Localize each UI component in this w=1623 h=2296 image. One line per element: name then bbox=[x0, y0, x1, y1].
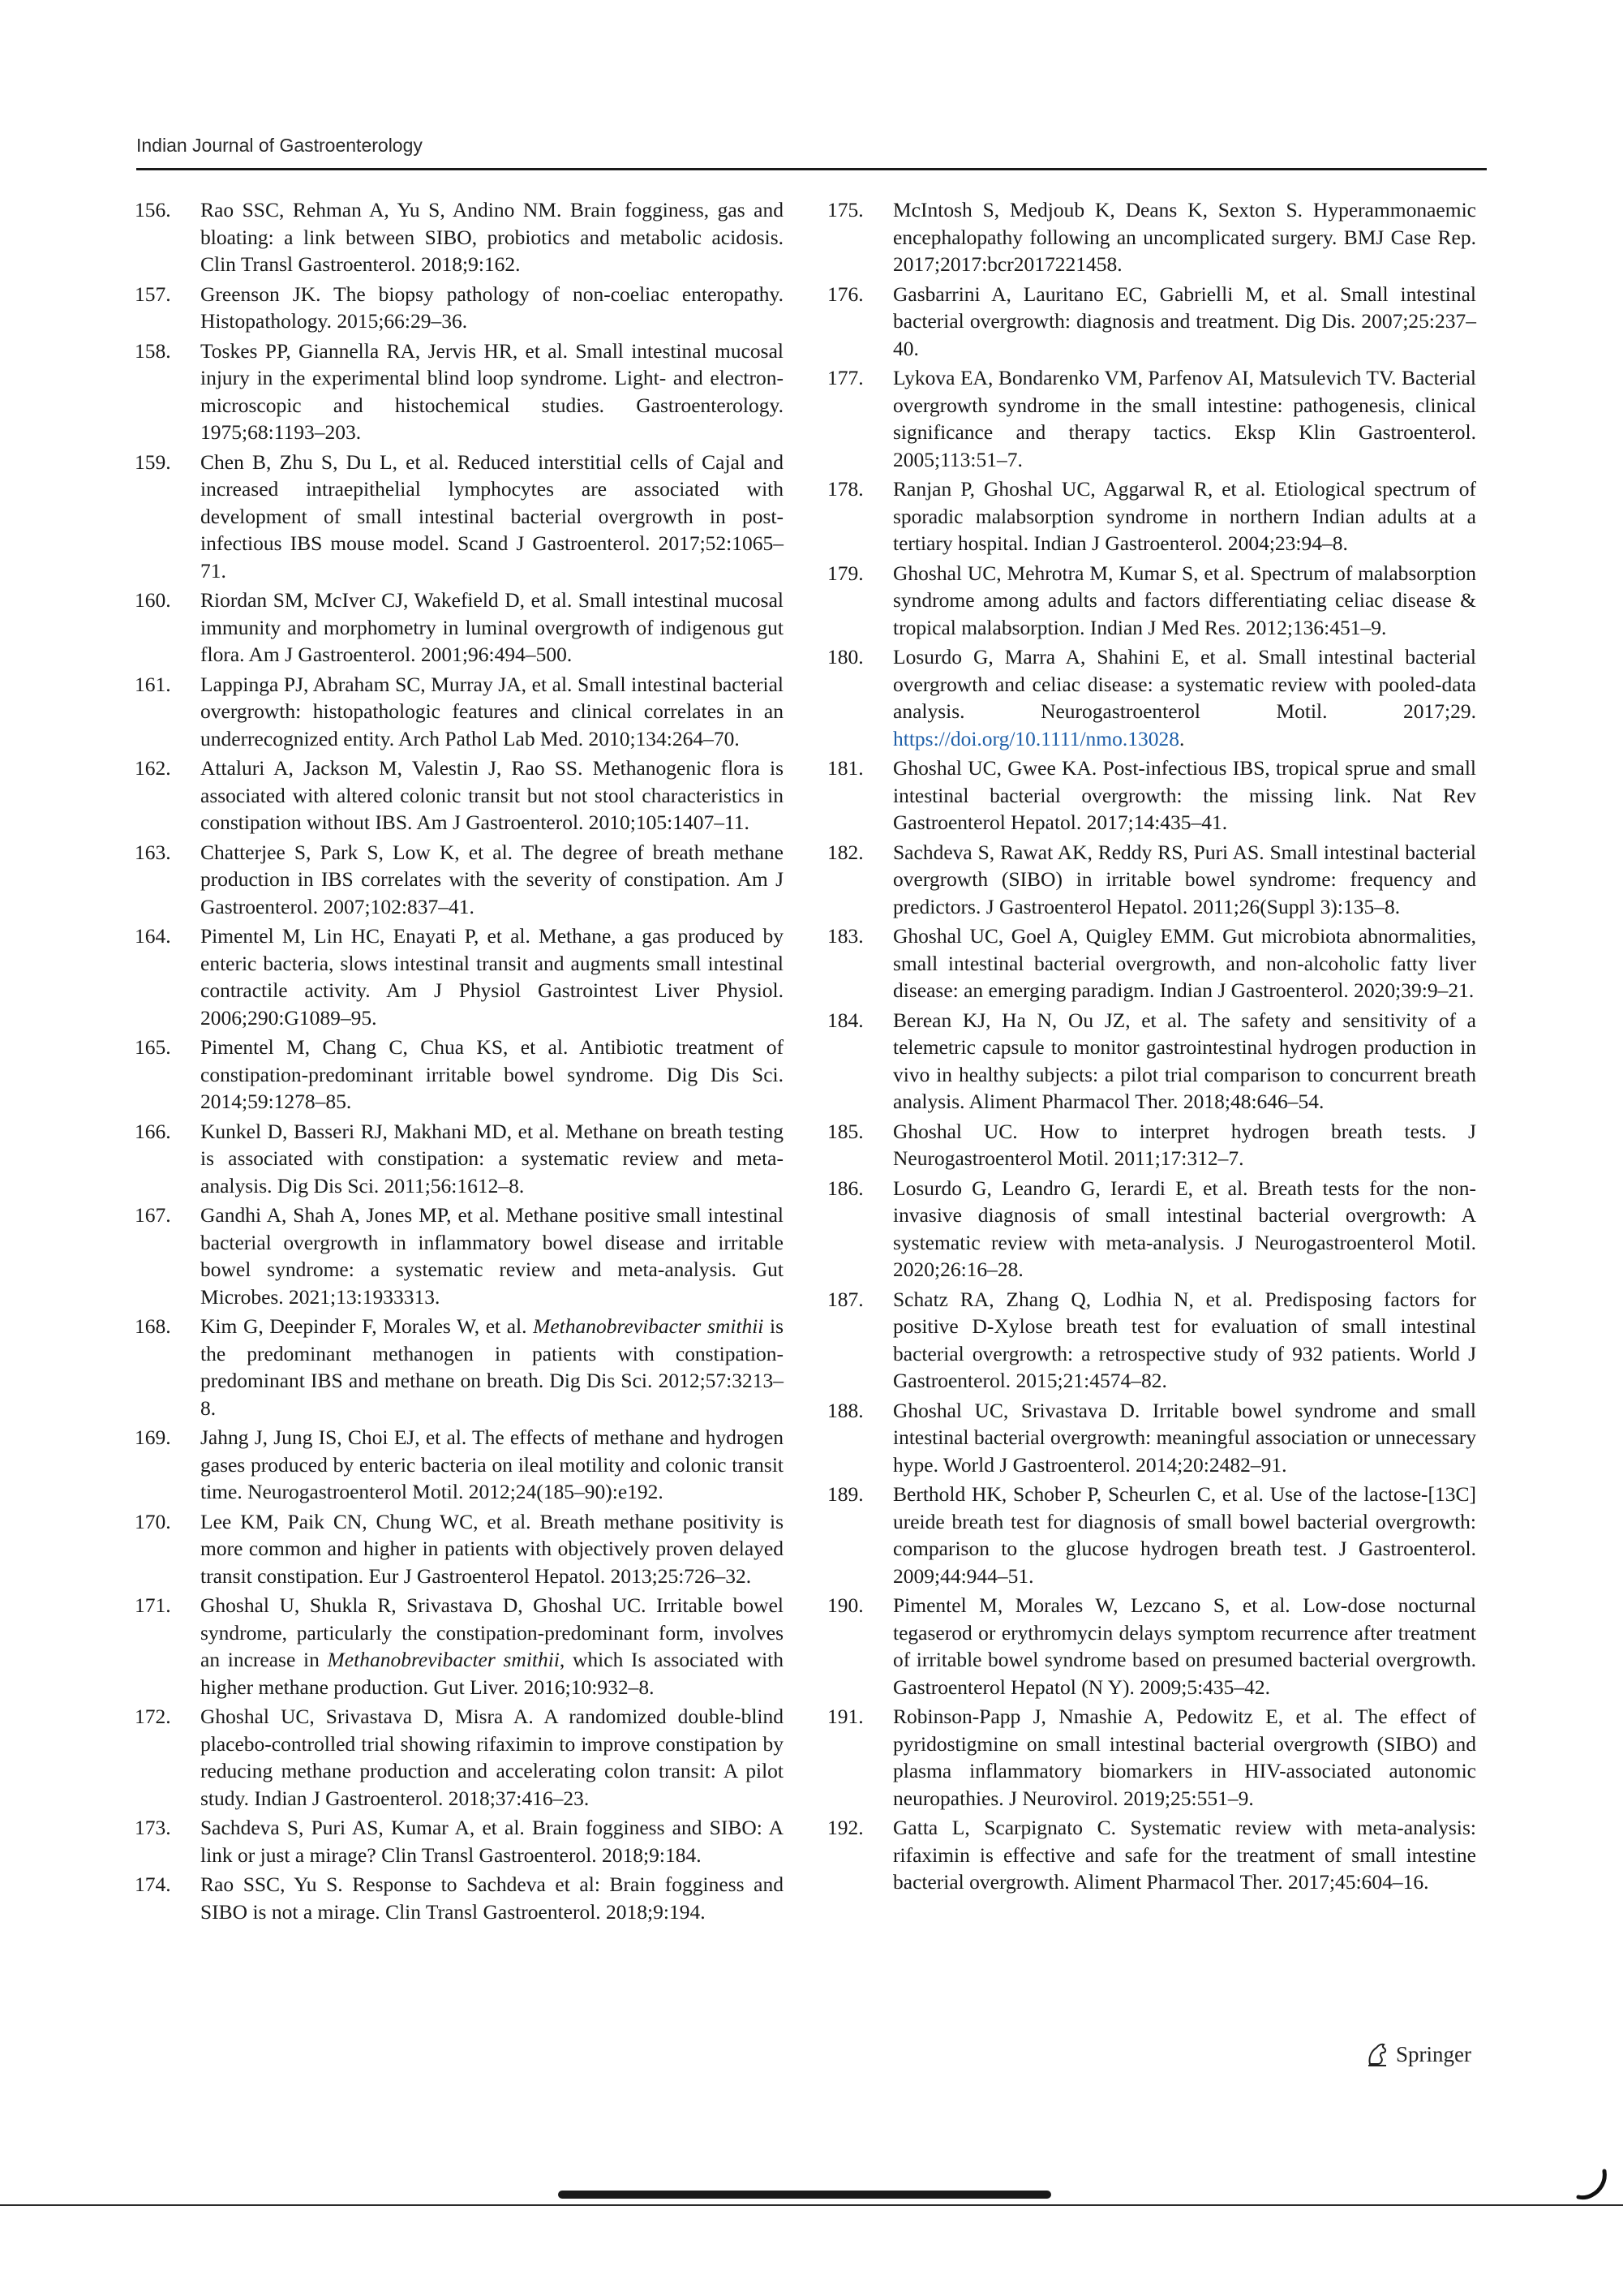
reference-text: Attaluri A, Jackson M, Valestin J, Rao SS. Methanogenic flora is associated with altered colonic transit but not stool characteristics in constipation without IBS. Am J Gastroenterol. 2010;105:1407–11. bbox=[200, 756, 784, 834]
reference-text: Lee KM, Paik CN, Chung WC, et al. Breath methane positivity is more common and higher in patients with objectively proven delayed transit constipation. Eur J Gastroenterol Hepatol. 2013;25:726–32. bbox=[200, 1509, 784, 1588]
reference-number: 166. bbox=[135, 1119, 171, 1143]
reference-number: 173. bbox=[135, 1816, 171, 1839]
reference-text: McIntosh S, Medjoub K, Deans K, Sexton S. Hyperammonaemic encephalopathy following an uncomplicated surgery. BMJ Case Rep. 2017;2017:bcr2017221458. bbox=[893, 198, 1476, 276]
reference-text: Sachdeva S, Rawat AK, Reddy RS, Puri AS. Small intestinal bacterial overgrowth (SIBO) in irritable bowel syndrome: frequency and predictors. J Gastroenterol Hepatol. 2011;26(Suppl 3):135–8. bbox=[893, 840, 1476, 918]
reference-item bbox=[135, 587, 784, 669]
reference-number: 174. bbox=[135, 1872, 171, 1896]
reference-item bbox=[827, 839, 1476, 921]
reference-item bbox=[135, 1592, 784, 1701]
reference-number: 180. bbox=[827, 645, 864, 669]
reference-text: Riordan SM, McIver CJ, Wakefield D, et al. Small intestinal mucosal immunity and morphometry in luminal overgrowth of indigenous gut flora. Am J Gastroenterol. 2001;96:494–500. bbox=[200, 588, 784, 666]
reference-column-right bbox=[827, 196, 1476, 1898]
reference-text: Sachdeva S, Puri AS, Kumar A, et al. Brain fogginess and SIBO: A link or just a mirage? Clin Transl Gastroenterol. 2018;9:184. bbox=[200, 1816, 784, 1867]
reference-text-part: Losurdo G, Marra A, Shahini E, et al. Small intestinal bacterial overgrowth and celiac disease: a systematic review with pooled-data analysis. Neurogastroenterol Motil. 2017;29. bbox=[893, 645, 1476, 723]
reference-item bbox=[135, 671, 784, 753]
reference-text bbox=[200, 1592, 784, 1701]
reference-number: 175. bbox=[827, 198, 864, 221]
reference-item bbox=[827, 196, 1476, 278]
species-name: Methanobrevibacter smithii bbox=[533, 1314, 764, 1338]
reference-text: Ranjan P, Ghoshal UC, Aggarwal R, et al. Etiological spectrum of sporadic malabsorption syndrome in northern Indian adults at a tertiary hospital. Indian J Gastroenterol. 2004;23:94–8. bbox=[893, 477, 1476, 555]
reference-text bbox=[893, 643, 1476, 752]
reference-number: 185. bbox=[827, 1119, 864, 1143]
reference-number: 158. bbox=[135, 338, 171, 363]
reference-number: 191. bbox=[827, 1705, 864, 1728]
reference-number: 182. bbox=[827, 840, 864, 864]
reference-text-part: . bbox=[1179, 726, 1185, 750]
reference-text: Rao SSC, Yu S. Response to Sachdeva et al: Brain fogginess and SIBO is not a mirage. Clin Transl Gastroenterol. 2018;9:194. bbox=[200, 1872, 784, 1924]
reference-item bbox=[827, 1118, 1476, 1172]
doi-link[interactable]: https://doi.org/10.1111/nmo.13028 bbox=[893, 726, 1180, 750]
reference-item bbox=[135, 1202, 784, 1310]
reference-item bbox=[827, 1007, 1476, 1116]
reference-number: 183. bbox=[827, 924, 864, 948]
reference-number: 165. bbox=[135, 1035, 171, 1059]
reference-number: 190. bbox=[827, 1593, 864, 1617]
reference-text: Ghoshal UC, Srivastava D. Irritable bowel syndrome and small intestinal bacterial overgrowth: meaningful association or unnecessary hype. World J Gastroenterol. 2014;20:2482–91. bbox=[893, 1398, 1476, 1477]
reference-number: 156. bbox=[135, 198, 171, 221]
reference-item bbox=[135, 1814, 784, 1868]
reference-text: Jahng J, Jung IS, Choi EJ, et al. The effects of methane and hydrogen gases produced by enteric bacteria on ileal motility and colonic transit time. Neurogastroenterol Motil. 2012;24(185–90):e192. bbox=[200, 1425, 784, 1503]
publisher-logo bbox=[1365, 2041, 1471, 2067]
reference-number: 192. bbox=[827, 1816, 864, 1839]
reference-item bbox=[135, 1034, 784, 1116]
reference-text bbox=[200, 1313, 784, 1421]
horizontal-scrollbar[interactable] bbox=[558, 2191, 1051, 2199]
reference-text: Gatta L, Scarpignato C. Systematic review with meta-analysis: rifaximin is effective and safe for the treatment of small intestine bacterial overgrowth. Aliment Pharmacol Ther. 2017;45:604–16. bbox=[893, 1816, 1476, 1894]
reference-number: 163. bbox=[135, 840, 171, 864]
reference-text: Ghoshal UC, Gwee KA. Post-infectious IBS, tropical sprue and small intestinal bacterial overgrowth: the missing link. Nat Rev Gastroenterol Hepatol. 2017;14:435–41. bbox=[893, 756, 1476, 834]
reference-text: Greenson JK. The biopsy pathology of non-coeliac enteropathy. Histopathology. 2015;66:29–36. bbox=[200, 282, 784, 333]
reference-item bbox=[827, 1397, 1476, 1479]
reference-column-left bbox=[135, 196, 784, 1928]
reference-item bbox=[135, 1703, 784, 1812]
reference-number: 172. bbox=[135, 1705, 171, 1728]
reference-item bbox=[827, 922, 1476, 1004]
header-divider bbox=[136, 168, 1487, 170]
reference-item bbox=[827, 1286, 1476, 1395]
reference-text: Losurdo G, Leandro G, Ierardi E, et al. Breath tests for the non-invasive diagnosis of small intestinal bacterial overgrowth: A systematic review with meta-analysis. J Neurogastroenterol Motil. 2020;26:16–28. bbox=[893, 1176, 1476, 1281]
reference-text: Ghoshal UC, Goel A, Quigley EMM. Gut microbiota abnormalities, small intestinal bacterial overgrowth, and non-alcoholic fatty liver disease: an emerging paradigm. Indian J Gastroenterol. 2020;39:9–21. bbox=[893, 924, 1476, 1002]
journal-header: Indian Journal of Gastroenterology bbox=[136, 135, 423, 156]
reference-item bbox=[827, 1175, 1476, 1283]
reference-item bbox=[827, 1592, 1476, 1701]
reference-number: 161. bbox=[135, 672, 171, 696]
reference-text: Pimentel M, Chang C, Chua KS, et al. Antibiotic treatment of constipation-predominant irritable bowel syndrome. Dig Dis Sci. 2014;59:1278–85. bbox=[200, 1035, 784, 1113]
reference-item bbox=[827, 755, 1476, 836]
reference-number: 160. bbox=[135, 588, 171, 612]
reference-number: 189. bbox=[827, 1482, 864, 1506]
reference-item bbox=[827, 364, 1476, 473]
reference-item bbox=[135, 1871, 784, 1925]
species-name: Methanobrevibacter smithii bbox=[327, 1648, 560, 1671]
reference-number: 188. bbox=[827, 1398, 864, 1422]
reference-item bbox=[827, 1703, 1476, 1812]
reference-text: Gasbarrini A, Lauritano EC, Gabrielli M, et al. Small intestinal bacterial overgrowth: diagnosis and treatment. Dig Dis. 2007;25:237–40. bbox=[893, 282, 1476, 360]
reference-item bbox=[827, 643, 1476, 752]
reference-number: 178. bbox=[827, 477, 864, 501]
reference-item bbox=[827, 1814, 1476, 1896]
reference-item bbox=[135, 449, 784, 585]
reference-number: 184. bbox=[827, 1008, 864, 1032]
reference-item bbox=[135, 922, 784, 1031]
reference-text: Schatz RA, Zhang Q, Lodhia N, et al. Predisposing factors for positive D-Xylose breath test for evaluation of small intestinal bacterial overgrowth: a retrospective study of 932 patients. World J Gastroenterol. 2015;21:4574–82. bbox=[893, 1287, 1476, 1392]
reference-text-part: is the predominant methanogen in patients with constipation-predominant IBS and methane on breath. Dig Dis Sci. 2012;57:3213–8. bbox=[200, 1314, 784, 1420]
publisher-name: Springer bbox=[1396, 2041, 1471, 2066]
reference-text: Ghoshal UC, Mehrotra M, Kumar S, et al. Spectrum of malabsorption syndrome among adults and factors differentiating celiac disease & tropical malabsorption. Indian J Med Res. 2012;136:451–9. bbox=[893, 561, 1476, 639]
reference-text: Berean KJ, Ha N, Ou JZ, et al. The safety and sensitivity of a telemetric capsule to monitor gastrointestinal hydrogen production in vivo in healthy subjects: a pilot trial comparison to concurrent breath analysis. Aliment Pharmacol Ther. 2018;48:646–54. bbox=[893, 1008, 1476, 1113]
reference-text: Kunkel D, Basseri RJ, Makhani MD, et al. Methane on breath testing is associated with constipation: a systematic review and meta-analysis. Dig Dis Sci. 2011;56:1612–8. bbox=[200, 1119, 784, 1197]
reference-item bbox=[135, 281, 784, 335]
reference-text: Lappinga PJ, Abraham SC, Murray JA, et al. Small intestinal bacterial overgrowth: histopathologic features and clinical correlates in an underrecognized entity. Arch Pathol Lab Med. 2010;134:264–70. bbox=[200, 672, 784, 750]
reference-item bbox=[827, 560, 1476, 642]
reference-number: 177. bbox=[827, 366, 864, 389]
reference-text-part: Kim G, Deepinder F, Morales W, et al. bbox=[200, 1314, 534, 1338]
reference-number: 157. bbox=[135, 282, 171, 306]
reference-item bbox=[135, 1424, 784, 1506]
reference-text-part: , which Is associated with higher methane production. Gut Liver. 2016;10:932–8. bbox=[200, 1648, 784, 1699]
reference-text: Ghoshal UC, Srivastava D, Misra A. A randomized double-blind placebo-controlled trial showing rifaximin to improve constipation by reducing methane production and accelerating colon transit: A pilot study. Indian J Gastroenterol. 2018;37:416–23. bbox=[200, 1705, 784, 1810]
reference-text: Toskes PP, Giannella RA, Jervis HR, et al. Small intestinal mucosal injury in the experimental blind loop syndrome. Light- and electron-microscopic and histochemical studies. Gastroenterology. 1975;68:1193–203. bbox=[200, 338, 784, 444]
reference-number: 159. bbox=[135, 449, 171, 474]
reference-number: 179. bbox=[827, 561, 864, 585]
reference-text: Gandhi A, Shah A, Jones MP, et al. Methane positive small intestinal bacterial overgrowth in inflammatory bowel disease and irritable bowel syndrome: a systematic review and meta-analysis. Gut Microbes. 2021;13:1933313. bbox=[200, 1203, 784, 1309]
bottom-divider bbox=[0, 2204, 1623, 2206]
reference-item bbox=[135, 1508, 784, 1590]
reference-text: Chatterjee S, Park S, Low K, et al. The degree of breath methane production in IBS correlates with the severity of constipation. Am J Gastroenterol. 2007;102:837–41. bbox=[200, 840, 784, 918]
reference-number: 169. bbox=[135, 1425, 171, 1449]
reference-number: 167. bbox=[135, 1203, 171, 1227]
reference-item bbox=[135, 1118, 784, 1200]
reference-number: 176. bbox=[827, 282, 864, 306]
reference-number: 186. bbox=[827, 1176, 864, 1200]
reference-text: Berthold HK, Schober P, Scheurlen C, et al. Use of the lactose-[13C] ureide breath test for diagnosis of small bowel bacterial overgrowth: comparison to the glucose hydrogen breath test. J Gastroenterol. 2009;44:944–51. bbox=[893, 1482, 1476, 1588]
reference-text: Pimentel M, Lin HC, Enayati P, et al. Methane, a gas produced by enteric bacteria, slows intestinal transit and augments small intestinal contractile activity. Am J Physiol Gastrointest Liver Physiol. 2006;290:G1089–95. bbox=[200, 924, 784, 1030]
springer-horse-icon bbox=[1365, 2041, 1389, 2067]
reference-item bbox=[135, 839, 784, 921]
reference-number: 162. bbox=[135, 756, 171, 780]
reference-text: Pimentel M, Morales W, Lezcano S, et al. Low-dose nocturnal tegaserod or erythromycin delays symptom recurrence after treatment of irritable bowel syndrome based on presumed bacterial overgrowth. Gastroenterol Hepatol (N Y). 2009;5:435–42. bbox=[893, 1593, 1476, 1699]
reference-item bbox=[827, 475, 1476, 557]
page-curl-icon[interactable] bbox=[1574, 2166, 1609, 2202]
reference-number: 181. bbox=[827, 756, 864, 780]
reference-text-part: Ghoshal U, Shukla R, Srivastava D, Ghoshal UC. Irritable bowel syndrome, particularly the constipation-predominant form, involves an increase in bbox=[200, 1593, 784, 1671]
reference-text: Robinson-Papp J, Nmashie A, Pedowitz E, et al. The effect of pyridostigmine on small intestinal bacterial overgrowth (SIBO) and plasma inflammatory biomarkers in HIV-associated autonomic neuropathies. J Neurovirol. 2019;25:551–9. bbox=[893, 1705, 1476, 1810]
reference-number: 187. bbox=[827, 1287, 864, 1311]
reference-text: Rao SSC, Rehman A, Yu S, Andino NM. Brain fogginess, gas and bloating: a link between SIBO, probiotics and metabolic acidosis. Clin Transl Gastroenterol. 2018;9:162. bbox=[200, 198, 784, 276]
reference-text: Ghoshal UC. How to interpret hydrogen breath tests. J Neurogastroenterol Motil. 2011;17:312–7. bbox=[893, 1119, 1476, 1170]
reference-number: 164. bbox=[135, 924, 171, 948]
reference-item bbox=[135, 338, 784, 446]
reference-number: 168. bbox=[135, 1314, 171, 1338]
reference-item bbox=[135, 1313, 784, 1421]
reference-number: 171. bbox=[135, 1593, 171, 1617]
reference-item bbox=[135, 755, 784, 836]
reference-text: Lykova EA, Bondarenko VM, Parfenov AI, Matsulevich TV. Bacterial overgrowth syndrome in the small intestine: pathogenesis, clinical significance and therapy tactics. Eksp Klin Gastroenterol. 2005;113:51–7. bbox=[893, 366, 1476, 471]
reference-item bbox=[827, 281, 1476, 363]
reference-item bbox=[135, 196, 784, 278]
reference-text: Chen B, Zhu S, Du L, et al. Reduced interstitial cells of Cajal and increased intraepithelial lymphocytes are associated with development of small intestinal bacterial overgrowth in post-infectious IBS mouse model. Scand J Gastroenterol. 2017;52:1065–71. bbox=[200, 449, 784, 583]
reference-item bbox=[827, 1481, 1476, 1589]
reference-number: 170. bbox=[135, 1509, 171, 1533]
